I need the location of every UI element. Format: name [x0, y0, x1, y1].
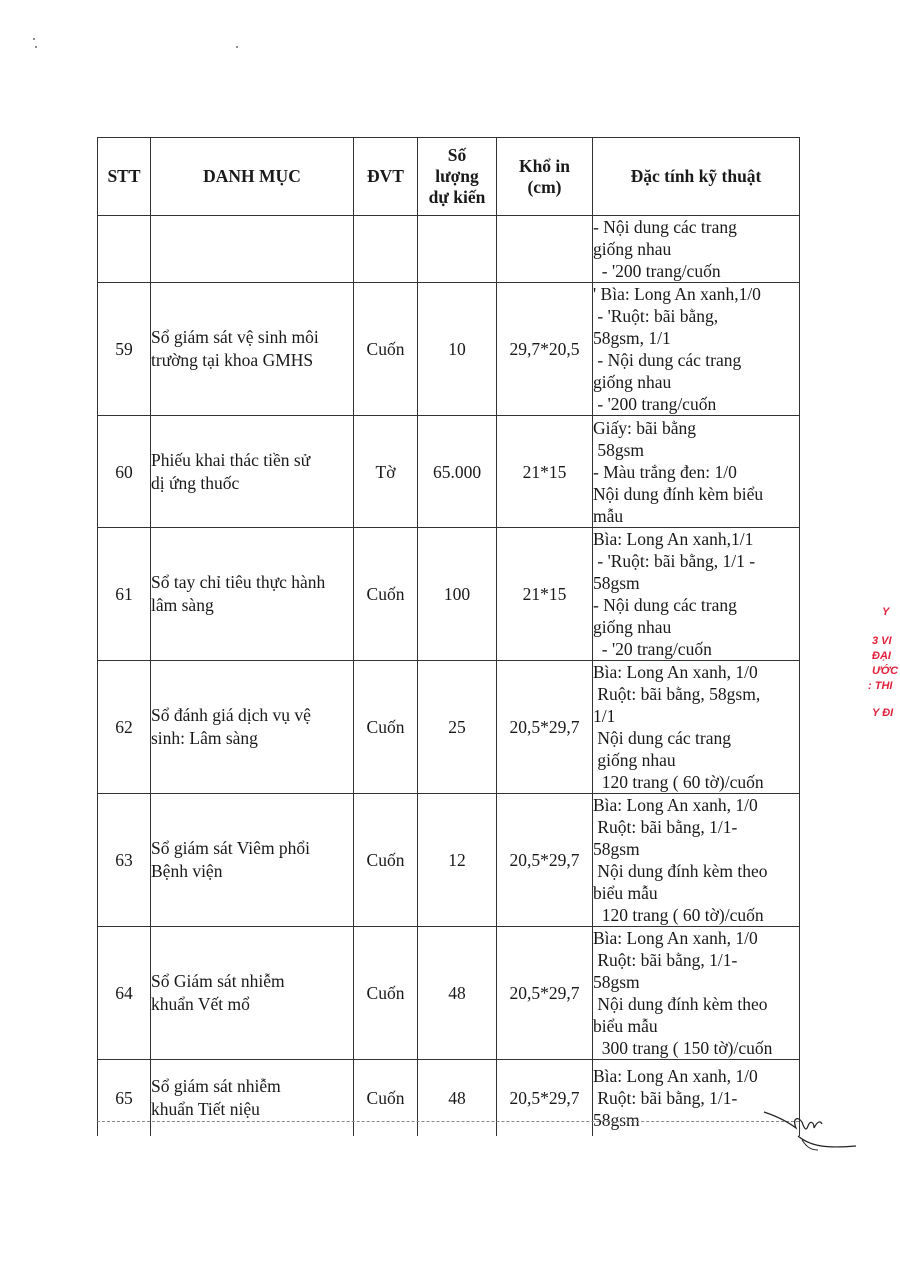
cell-kho-in: 20,5*29,7: [497, 927, 593, 1060]
spec-line: 1/1: [593, 706, 616, 726]
cell-so-luong: 48: [418, 1060, 497, 1136]
scan-speck: [33, 38, 35, 40]
header-kho-in: [497, 138, 593, 216]
spec-line: Bìa: Long An xanh,1/1: [593, 529, 754, 549]
spec-line: - Nội dung các trang: [593, 595, 737, 615]
cell-dvt: [354, 216, 418, 283]
spec-line: - '200 trang/cuốn: [593, 261, 721, 281]
item-name-line: Bệnh viện: [151, 861, 223, 881]
cell-dvt: Cuốn: [354, 1060, 418, 1136]
cell-kho-in: 29,7*20,5: [497, 283, 593, 416]
cell-so-luong: 65.000: [418, 416, 497, 528]
cell-dvt: Cuốn: [354, 661, 418, 794]
table-bottom-edge: [97, 1121, 799, 1122]
item-name-line: sinh: Lâm sàng: [151, 728, 258, 748]
cell-stt: 60: [98, 416, 151, 528]
spec-line: 58gsm: [593, 573, 640, 593]
header-line: Khổ in: [518, 155, 571, 176]
spec-line: Nội dung đính kèm theo: [593, 994, 768, 1014]
header-line: Số: [447, 145, 467, 165]
spec-line: ' Bìa: Long An xanh,1/0: [593, 284, 761, 304]
cell-danh-muc: [151, 927, 354, 1060]
scan-speck: [35, 46, 37, 48]
supply-spec-table: [97, 137, 800, 1136]
cell-dac-tinh: [593, 794, 800, 927]
spec-line: - Nội dung các trang: [593, 217, 737, 237]
spec-line: 58gsm: [593, 1109, 640, 1130]
header-line: (cm): [527, 176, 562, 197]
spec-line: giống nhau: [593, 750, 676, 770]
table-row: [98, 283, 800, 416]
stamp-text: ƯỚC: [872, 665, 899, 677]
cell-so-luong: 100: [418, 528, 497, 661]
spec-line: 58gsm: [593, 839, 640, 859]
stamp-text: 3 VI: [872, 635, 892, 647]
spec-line: - 'Ruột: bãi bằng, 1/1 -: [593, 551, 756, 571]
spec-line: 58gsm: [593, 972, 640, 992]
cell-dvt: Cuốn: [354, 283, 418, 416]
cell-so-luong: 12: [418, 794, 497, 927]
header-dvt: ĐVT: [354, 138, 418, 216]
stamp-text: : THI: [868, 680, 893, 692]
spec-line: mẫu: [593, 505, 624, 526]
spec-line: Giấy: bãi bằng: [593, 417, 697, 438]
cell-dac-tinh: [593, 283, 800, 416]
item-name-line: lâm sàng: [151, 595, 214, 615]
table-row: [98, 1060, 800, 1136]
cell-danh-muc: [151, 661, 354, 794]
header-so-luong: [418, 138, 497, 216]
cell-stt: 64: [98, 927, 151, 1060]
header-line: dự kiến: [428, 187, 486, 207]
cell-danh-muc: [151, 216, 354, 283]
spec-line: - Màu trắng đen: 1/0: [593, 461, 737, 482]
spec-line: Ruột: bãi bằng, 1/1-: [593, 817, 738, 837]
cell-stt: 65: [98, 1060, 151, 1136]
cell-kho-in: 20,5*29,7: [497, 1060, 593, 1136]
spec-line: giống nhau: [593, 372, 672, 392]
cell-kho-in: 21*15: [497, 416, 593, 528]
cell-dac-tinh: [593, 416, 800, 528]
cell-danh-muc: [151, 528, 354, 661]
spec-line: Bìa: Long An xanh, 1/0: [593, 795, 758, 815]
header-dac-tinh: Đặc tính kỹ thuật: [593, 138, 800, 216]
item-name-line: khuẩn Tiết niệu: [151, 1098, 260, 1119]
spec-line: biểu mẫu: [593, 1016, 658, 1036]
spec-line: giống nhau: [593, 239, 672, 259]
cell-stt: 62: [98, 661, 151, 794]
item-name-line: khuẩn Vết mổ: [151, 994, 250, 1014]
spec-line: - '20 trang/cuốn: [593, 639, 712, 659]
spec-line: 58gsm: [593, 439, 645, 460]
scan-speck: [236, 46, 238, 48]
spec-line: Ruột: bãi bằng, 1/1-: [593, 1087, 738, 1108]
spec-line: Ruột: bãi bằng, 1/1-: [593, 950, 738, 970]
header-line: lượng: [435, 166, 479, 186]
table-row: [98, 661, 800, 794]
cell-kho-in: 21*15: [497, 528, 593, 661]
spec-line: Nội dung đính kèm biểu: [593, 483, 764, 504]
spec-line: Ruột: bãi bằng, 58gsm,: [593, 684, 761, 704]
spec-line: 120 trang ( 60 tờ)/cuốn: [593, 772, 764, 792]
cell-kho-in: 20,5*29,7: [497, 794, 593, 927]
item-name-line: Sổ giám sát vệ sinh môi: [151, 327, 319, 347]
cell-danh-muc: [151, 794, 354, 927]
spec-line: biểu mẫu: [593, 883, 658, 903]
cell-kho-in: [497, 216, 593, 283]
cell-so-luong: 25: [418, 661, 497, 794]
cell-so-luong: 48: [418, 927, 497, 1060]
spec-line: Bìa: Long An xanh, 1/0: [593, 1065, 758, 1086]
cell-stt: 61: [98, 528, 151, 661]
cell-dvt: Cuốn: [354, 927, 418, 1060]
item-name-line: Phiếu khai thác tiền sử: [151, 449, 311, 470]
cell-dvt: Tờ: [354, 416, 418, 528]
spec-line: Bìa: Long An xanh, 1/0: [593, 928, 758, 948]
item-name-line: Sổ đánh giá dịch vụ vệ: [151, 705, 311, 725]
spec-line: 120 trang ( 60 tờ)/cuốn: [593, 905, 764, 925]
cell-dac-tinh: [593, 661, 800, 794]
cell-dac-tinh: [593, 927, 800, 1060]
cell-so-luong: 10: [418, 283, 497, 416]
stamp-text: ĐẠI: [872, 650, 891, 662]
cell-danh-muc: [151, 416, 354, 528]
cell-danh-muc: [151, 1060, 354, 1136]
cell-danh-muc: [151, 283, 354, 416]
cell-stt: 59: [98, 283, 151, 416]
spec-line: Bìa: Long An xanh, 1/0: [593, 662, 758, 682]
spec-line: Nội dung các trang: [593, 728, 732, 748]
cell-so-luong: [418, 216, 497, 283]
cell-dvt: Cuốn: [354, 528, 418, 661]
cell-dac-tinh: [593, 216, 800, 283]
cell-dvt: Cuốn: [354, 794, 418, 927]
spec-line: - Nội dung các trang: [593, 350, 742, 370]
spec-line: - 'Ruột: bãi bằng,: [593, 306, 719, 326]
table-row: [98, 216, 800, 283]
spec-line: giống nhau: [593, 617, 672, 637]
stamp-text: Y ĐI: [872, 707, 894, 719]
item-name-line: trường tại khoa GMHS: [151, 350, 314, 370]
spec-line: Nội dung đính kèm theo: [593, 861, 768, 881]
cell-stt: [98, 216, 151, 283]
spec-line: - '200 trang/cuốn: [593, 394, 717, 414]
item-name-line: Sổ giám sát nhiễm: [151, 1075, 281, 1096]
item-name-line: Sổ Giám sát nhiễm: [151, 971, 285, 991]
item-name-line: dị ứng thuốc: [151, 472, 240, 493]
spec-line: 300 trang ( 150 tờ)/cuốn: [593, 1038, 773, 1058]
cell-dac-tinh: [593, 528, 800, 661]
signature-mark: [762, 1108, 862, 1158]
table-row: [98, 528, 800, 661]
header-stt: STT: [98, 138, 151, 216]
table-row: [98, 927, 800, 1060]
cell-kho-in: 20,5*29,7: [497, 661, 593, 794]
stamp-text: Y: [882, 606, 890, 618]
header-danh-muc: DANH MỤC: [151, 138, 354, 216]
table-row: [98, 794, 800, 927]
red-stamp-fragment: [868, 605, 900, 765]
item-name-line: Sổ giám sát Viêm phổi: [151, 838, 311, 858]
cell-stt: 63: [98, 794, 151, 927]
spec-line: 58gsm, 1/1: [593, 328, 671, 348]
item-name-line: Sổ tay chỉ tiêu thực hành: [151, 572, 326, 592]
table-row: [98, 416, 800, 528]
